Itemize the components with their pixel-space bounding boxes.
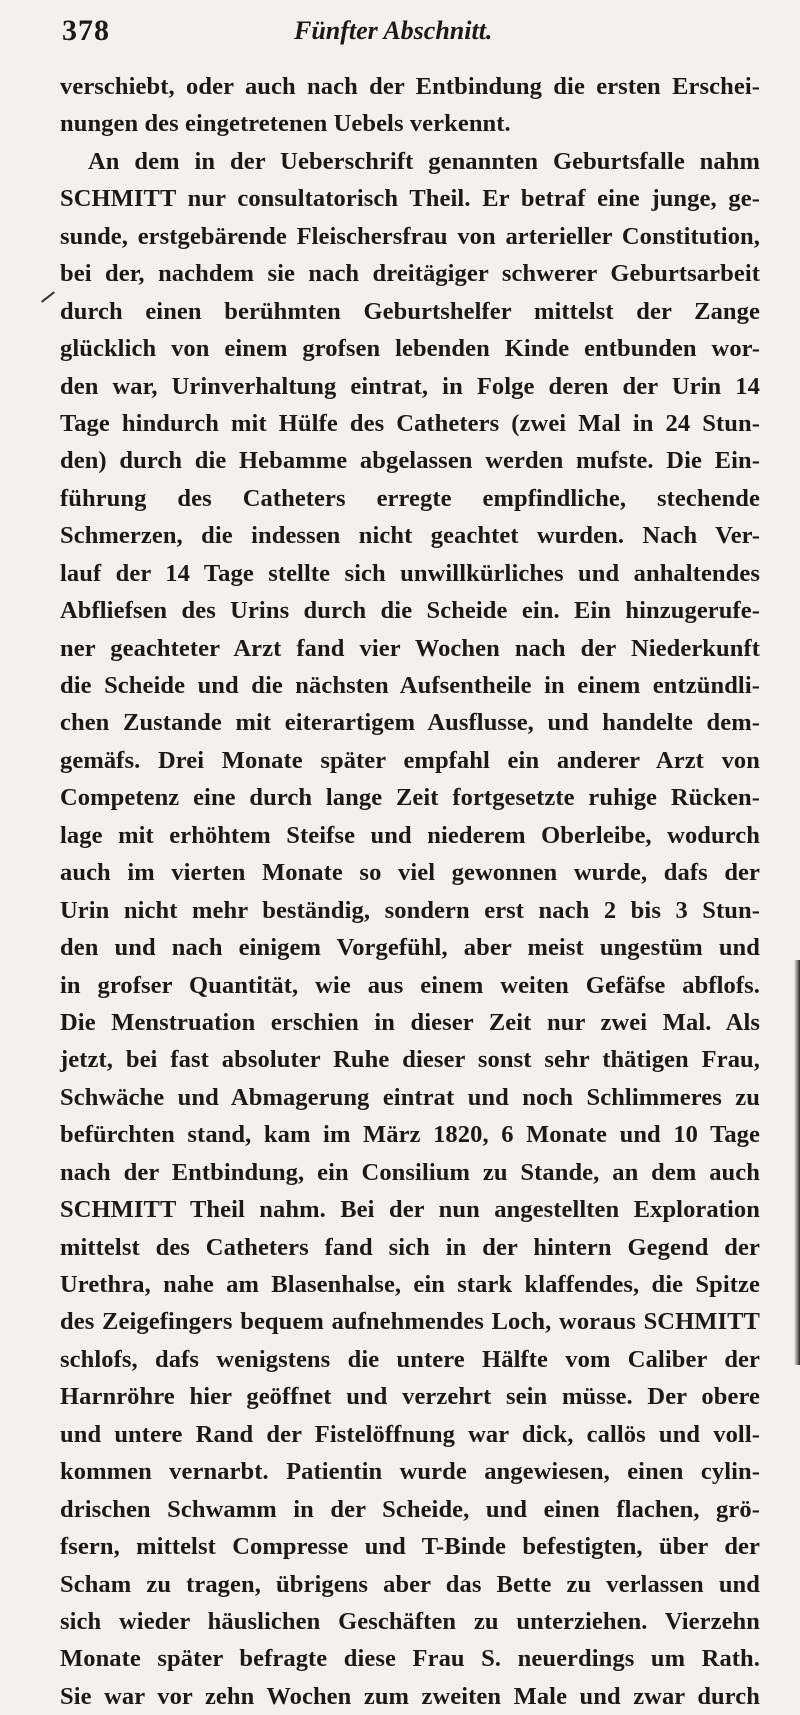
text-line: fsern, mittelst Compresse und T-Binde befestigten, über der	[60, 1533, 760, 1561]
page-number: 378	[62, 14, 110, 47]
text-line: und untere Rand der Fistelöffnung war dick, callös und voll-	[60, 1420, 760, 1448]
text-line: führung des Catheters erregte empfindliche, stechende	[60, 484, 760, 512]
section-title: Fünfter Abschnitt.	[294, 16, 493, 45]
text-line: Die Menstruation erschien in dieser Zeit nur zwei Mal. Als	[60, 1008, 760, 1036]
text-line: Urethra, nahe am Blasenhalse, ein stark klaffendes, die Spitze	[60, 1271, 760, 1298]
text-line: den und nach einigem Vorgefühl, aber meist ungestüm und	[60, 934, 760, 962]
body-text	[60, 68, 760, 1715]
text-line: chen Zustande mit eiterartigem Ausflusse, und handelte dem-	[60, 709, 760, 737]
text-line: die Scheide und die nächsten Aufsentheile in einem entzündli-	[60, 672, 760, 699]
text-line: bei der, nachdem sie nach dreitägiger schwerer Geburtsarbeit	[60, 260, 760, 288]
text-line: Monate später befragte diese Frau S. neuerdings um Rath.	[60, 1645, 760, 1673]
text-line: des Zeigefingers bequem aufnehmendes Loch, woraus SCHMITT	[60, 1308, 760, 1336]
text-line: befürchten stand, kam im März 1820, 6 Monate und 10 Tage	[60, 1121, 760, 1149]
text-line: schlofs, dafs wenigstens die untere Hälfte vom Caliber der	[60, 1345, 760, 1373]
text-line: sich wieder häuslichen Geschäften zu unterziehen. Vierzehn	[60, 1607, 760, 1635]
text-line: gemäfs. Drei Monate später empfahl ein anderer Arzt von	[60, 746, 760, 774]
text-line: Schmerzen, die indessen nicht geachtet wurden. Nach Ver-	[60, 522, 760, 550]
text-line: SCHMITT Theil nahm. Bei der nun angestellten Exploration	[60, 1196, 760, 1224]
text-line: Scham zu tragen, übrigens aber das Bette zu verlassen und	[60, 1570, 760, 1598]
text-line: An dem in der Ueberschrift genannten Geburtsfalle nahm	[88, 147, 760, 175]
text-line: Urin nicht mehr beständig, sondern erst nach 2 bis 3 Stun-	[60, 896, 760, 924]
running-head	[62, 14, 742, 54]
text-line: sunde, erstgebärende Fleischersfrau von arterieller Constitution,	[60, 222, 760, 250]
text-line: kommen vernarbt. Patientin wurde angewiesen, einen cylin-	[60, 1458, 760, 1486]
margin-pencil-mark	[41, 291, 55, 302]
text-line: nungen des eingetretenen Uebels verkennt.	[60, 110, 511, 138]
text-line: lauf der 14 Tage stellte sich unwillkürliches und anhaltendes	[60, 559, 760, 587]
text-line: ner geachteter Arzt fand vier Wochen nach der Niederkunft	[60, 634, 760, 662]
text-line: jetzt, bei fast absoluter Ruhe dieser sonst sehr thätigen Frau,	[60, 1046, 760, 1074]
text-line: glücklich von einem grofsen lebenden Kinde entbunden wor-	[60, 335, 760, 363]
text-line: Schwäche und Abmagerung eintrat und noch Schlimmeres zu	[60, 1083, 760, 1111]
text-line: verschiebt, oder auch nach der Entbindung die ersten Erschei-	[60, 73, 760, 100]
text-line: Abfliefsen des Urins durch die Scheide ein. Ein hinzugerufe-	[60, 597, 760, 625]
text-line: Harnröhre hier geöffnet und verzehrt sein müsse. Der obere	[60, 1383, 760, 1411]
text-line: Sie war vor zehn Wochen zum zweiten Male und zwar durch	[60, 1682, 760, 1710]
text-line: lage mit erhöhtem Steifse und niederem Oberleibe, wodurch	[60, 821, 760, 849]
text-line: Tage hindurch mit Hülfe des Catheters (zwei Mal in 24 Stun-	[60, 409, 760, 437]
page-edge-shadow	[794, 960, 800, 1365]
text-line: nach der Entbindung, ein Consilium zu Stande, an dem auch	[60, 1158, 760, 1186]
text-line: mittelst des Catheters fand sich in der hintern Gegend der	[60, 1233, 760, 1261]
text-line: drischen Schwamm in der Scheide, und einen flachen, grö-	[60, 1495, 760, 1523]
text-line: den war, Urinverhaltung eintrat, in Folge deren der Urin 14	[60, 372, 760, 400]
text-line: auch im vierten Monate so viel gewonnen wurde, dafs der	[60, 859, 760, 887]
text-line: Competenz eine durch lange Zeit fortgesetzte ruhige Rücken-	[60, 784, 760, 812]
text-line: durch einen berühmten Geburtshelfer mittelst der Zange	[60, 297, 760, 325]
text-line: den) durch die Hebamme abgelassen werden mufste. Die Ein-	[60, 447, 760, 475]
text-line: SCHMITT nur consultatorisch Theil. Er betraf eine junge, ge-	[60, 185, 760, 213]
text-line: in grofser Quantität, wie aus einem weiten Gefäfse abflofs.	[60, 971, 760, 999]
